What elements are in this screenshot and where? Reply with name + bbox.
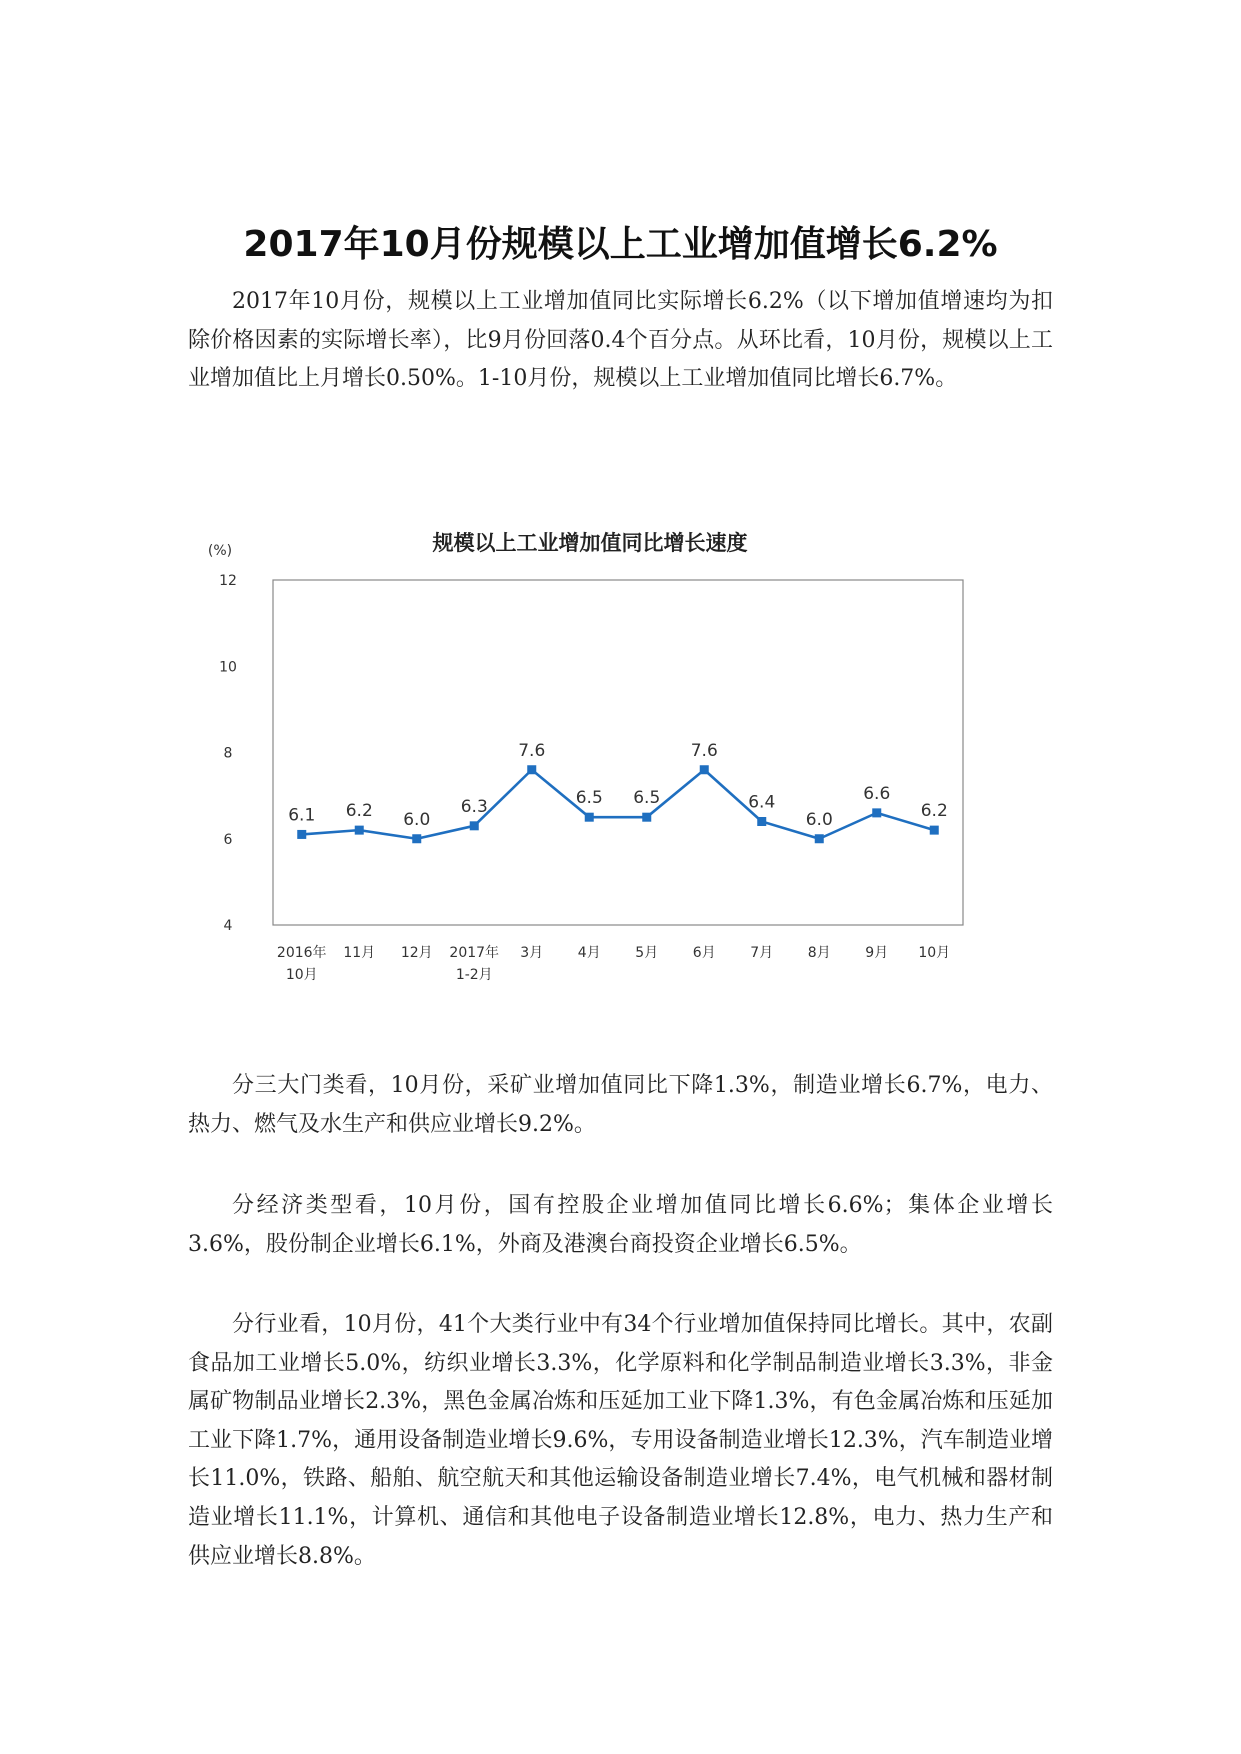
x-tick-label-line: 1-2月 — [455, 967, 493, 983]
data-point — [527, 765, 536, 774]
data-label: 6.5 — [633, 788, 661, 809]
x-tick-label-line: 6月 — [692, 945, 716, 961]
data-label: 6.0 — [805, 809, 833, 830]
paragraph-by-industry: 分行业看，10月份，41个大类行业中有34个行业增加值保持同比增长。其中，农副食品加工业增长5.0%，纺织业增长3.3%，化学原料和化学制品制造业增长3.3%，非金属矿物制品业增长2.3%，黑色金属冶炼和压延加工业下降1.3%，有色金属冶炼和压延加工业下降1.7%，通用设备制造业增长9.6%，专用设备制造业增长12.3%，汽车制造业增长11.0%，铁路、船舶、航空航天和其他运输设备制造业增长7.4%，电气机械和器材制造业增长11.1%，计算机、通信和其他电子设备制造业增长12.8%，电力、热力生产和供应业增长8.8%。 — [188, 1312, 1053, 1569]
x-tick-label-line: 11月 — [343, 945, 376, 961]
data-label: 6.5 — [575, 788, 603, 809]
data-label: 7.6 — [690, 740, 718, 761]
x-tick-label-line: 10月 — [285, 967, 318, 983]
data-label: 6.4 — [748, 792, 776, 813]
data-label: 7.6 — [518, 740, 546, 761]
x-tick-label-line: 2017年 — [449, 945, 500, 961]
x-tick-label — [750, 945, 773, 961]
data-point — [297, 830, 306, 839]
x-tick-label-line: 8月 — [807, 945, 831, 961]
x-tick-label — [693, 945, 716, 961]
x-tick-label-line: 3月 — [520, 945, 544, 961]
data-label: 6.2 — [920, 801, 948, 822]
x-tick-label-line: 9月 — [865, 945, 889, 961]
x-tick-label — [277, 944, 327, 983]
data-point — [642, 813, 651, 822]
chart-title: 规模以上工业增加值同比增长速度 — [432, 531, 748, 555]
series-line — [302, 770, 935, 839]
plot-area-frame — [273, 580, 963, 925]
chart-y-axis-unit: (%) — [207, 543, 233, 559]
x-tick-label — [635, 945, 658, 961]
y-tick-label: 8 — [223, 745, 233, 762]
y-tick-label: 6 — [223, 831, 233, 848]
paragraph-by-sector: 分三大门类看，10月份，采矿业增加值同比下降1.3%，制造业增长6.7%，电力、热力、燃气及水生产和供应业增长9.2%。 — [188, 1073, 1053, 1137]
x-tick-label-line: 10月 — [918, 945, 951, 961]
data-label: 6.1 — [288, 805, 316, 826]
x-tick-label-line: 7月 — [750, 945, 774, 961]
paragraph-by-ownership: 分经济类型看，10月份，国有控股企业增加值同比增长6.6%；集体企业增长3.6%，股份制企业增长6.1%，外商及港澳台商投资企业增长6.5%。 — [188, 1193, 1053, 1257]
x-tick-label-line: 2016年 — [276, 945, 327, 961]
x-tick-label — [520, 945, 543, 961]
data-label: 6.2 — [345, 801, 373, 822]
paragraph-overview: 2017年10月份，规模以上工业增加值同比实际增长6.2%（以下增加值增速均为扣除价格因素的实际增长率），比9月份回落0.4个百分点。从环比看，10月份，规模以上工业增加值比上月增长0.50%。1-10月份，规模以上工业增加值同比增长6.7%。 — [188, 289, 1053, 392]
data-label: 6.0 — [403, 809, 431, 830]
data-point — [872, 808, 881, 817]
x-tick-label-line: 5月 — [635, 945, 659, 961]
y-tick-label: 10 — [219, 659, 237, 676]
series-line-group — [288, 741, 948, 844]
data-point — [700, 765, 709, 774]
data-point — [930, 826, 939, 835]
data-point — [470, 821, 479, 830]
data-label: 6.6 — [863, 783, 891, 804]
data-point — [585, 813, 594, 822]
data-label: 6.3 — [460, 796, 488, 817]
growth-line-chart — [200, 520, 1060, 1020]
x-tick-label-line: 12月 — [400, 945, 433, 961]
x-tick-label — [449, 944, 499, 983]
x-axis-ticks — [277, 944, 950, 983]
y-tick-label: 12 — [219, 573, 237, 589]
data-point — [355, 826, 364, 835]
y-tick-label: 4 — [223, 918, 233, 934]
x-tick-label — [808, 945, 831, 961]
page-title: 2017年10月份规模以上工业增加值增长6.2% — [243, 224, 998, 265]
x-tick-label-line: 4月 — [577, 945, 601, 961]
x-tick-label — [343, 945, 375, 961]
x-tick-label — [918, 945, 950, 961]
data-point — [412, 834, 421, 843]
x-tick-label — [401, 945, 433, 961]
y-axis-ticks — [219, 573, 237, 934]
data-point — [815, 834, 824, 843]
x-tick-label — [865, 945, 888, 961]
x-tick-label — [578, 945, 601, 961]
data-point — [757, 817, 766, 826]
